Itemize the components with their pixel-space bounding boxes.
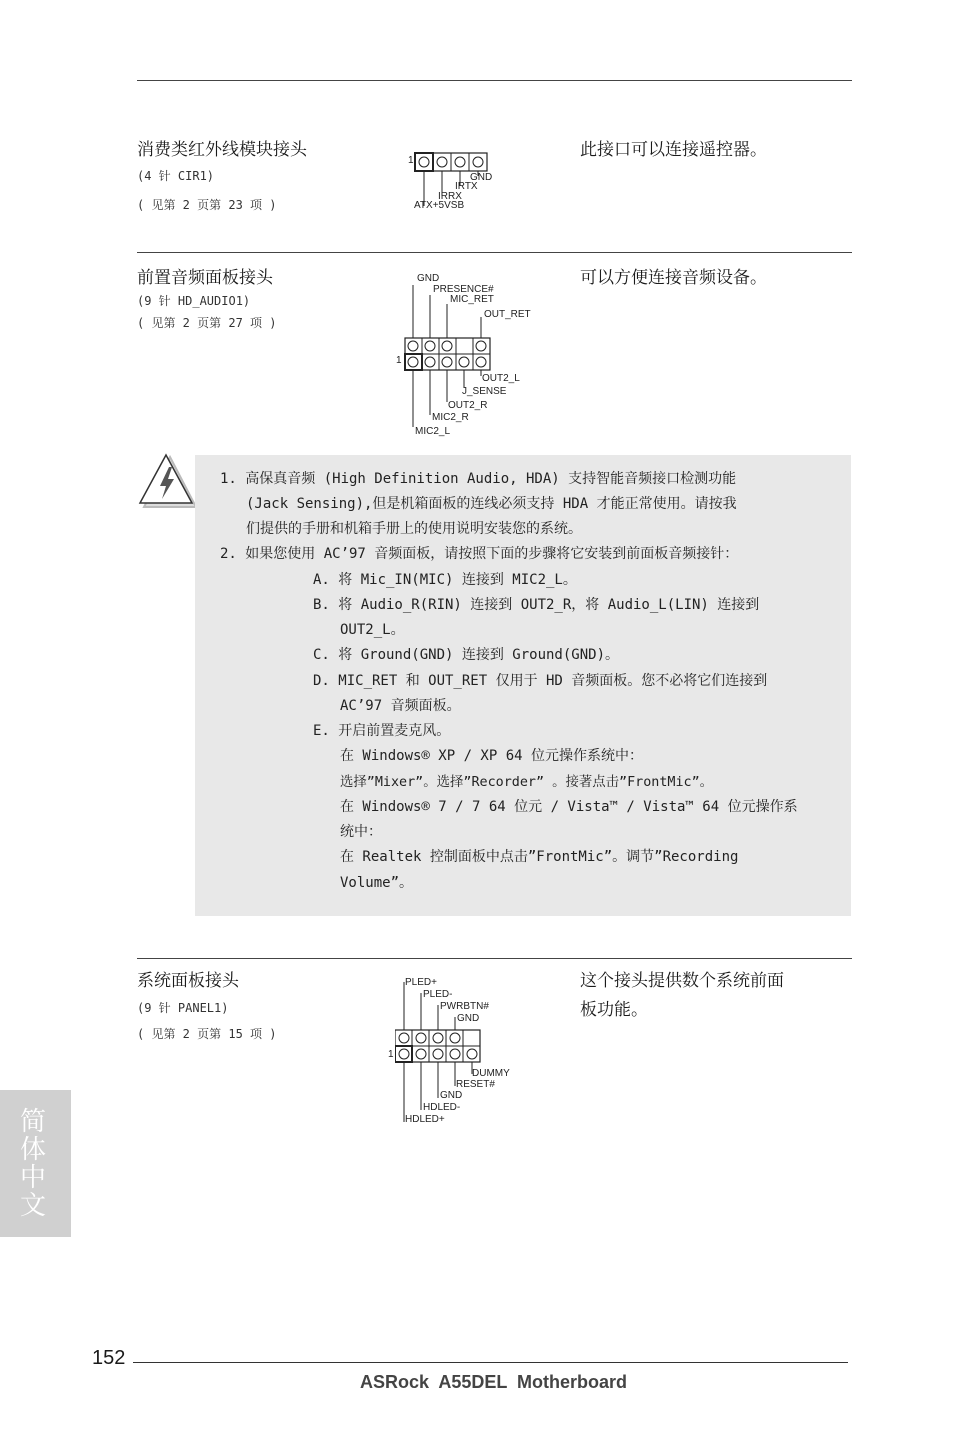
panel-header-ref: ( 见第 2 页第 15 项 ) (137, 1027, 277, 1041)
panel-gnd-top-label: GND (457, 1013, 480, 1024)
audio-header-pins: (9 针 HD_AUDIO1) (137, 294, 251, 308)
panel-header-desc-1: 这个接头提供数个系统前面 (580, 971, 784, 991)
warning-icon (138, 453, 198, 511)
panel-pledm-label: PLED- (423, 989, 453, 1000)
note-line: 2. 如果您使用 AC’97 音频面板，请按照下面的步骤将它安装到前面板音频接针： (220, 546, 739, 562)
audio-header-desc: 可以方便连接音频设备。 (580, 268, 767, 288)
note-line: 在 Windows® 7 / 7 64 位元 / Vista™ / Vista™ 64 位元操作系 (340, 799, 798, 815)
page-number: 152 (92, 1347, 126, 1369)
audio-header-ref: ( 见第 2 页第 27 项 ) (137, 316, 277, 330)
audio-pin1-label: 1 (396, 355, 402, 366)
note-line: 在 Windows® XP / XP 64 位元操作系统中： (340, 748, 644, 764)
cir-irtx-label: IRTX (455, 181, 478, 192)
language-tab-label: 简体中文 (20, 1107, 47, 1221)
panel-pledp-label: PLED+ (405, 977, 437, 988)
panel-pin1-label: 1 (388, 1049, 394, 1060)
panel-header-title: 系统面板接头 (137, 971, 239, 991)
audio-outret-label: OUT_RET (484, 309, 531, 320)
note-line: A. 将 Mic_IN(MIC) 连接到 MIC2_L。 (313, 572, 577, 588)
audio-out2l-label: OUT2_L (482, 373, 520, 384)
note-line: B. 将 Audio_R(RIN) 连接到 OUT2_R，将 Audio_L(LIN) 连接到 (313, 597, 760, 613)
audio-micret-label: MIC_RET (450, 294, 494, 305)
note-line: 选择”Mixer”。选择”Recorder” 。接著点击”FrontMic”。 (340, 775, 714, 790)
audio-mic2l-label: MIC2_L (415, 426, 451, 437)
panel-header-desc-2: 板功能。 (580, 1000, 648, 1020)
cir-header-pins: (4 针 CIR1) (137, 169, 215, 183)
audio-presence-label: PRESENCE# (433, 284, 494, 295)
cir-irrx-label: IRRX (438, 191, 462, 202)
cir-atx-label: ATX+5VSB (414, 200, 465, 211)
note-line: OUT2_L。 (340, 622, 405, 638)
section3-rule (137, 958, 852, 959)
footer-rule (133, 1362, 848, 1363)
note-line: 在 Realtek 控制面板中点击”FrontMic”。调节”Recording (340, 849, 739, 865)
panel-reset-label: RESET# (456, 1079, 495, 1090)
note-line: AC’97 音频面板。 (340, 698, 461, 714)
panel-pwrbtn-label: PWRBTN# (440, 1001, 489, 1012)
audio-gnd-label: GND (417, 273, 440, 284)
note-line: C. 将 Ground(GND) 连接到 Ground(GND)。 (313, 647, 620, 663)
panel-dummy-label: DUMMY (472, 1068, 510, 1079)
panel-gnd-bottom-label: GND (440, 1090, 463, 1101)
panel-hdledp-label: HDLED+ (405, 1114, 445, 1125)
cir-header-desc: 此接口可以连接遥控器。 (580, 140, 767, 160)
audio-jsense-label: J_SENSE (462, 386, 507, 397)
cir-header-title: 消费类红外线模块接头 (137, 140, 307, 160)
cir-header-ref: ( 见第 2 页第 23 项 ) (137, 198, 277, 212)
top-rule (137, 80, 852, 81)
note-line: D. MIC_RET 和 OUT_RET 仅用于 HD 音频面板。您不必将它们连接到 (313, 673, 768, 689)
note-line: E. 开启前置麦克风。 (313, 723, 451, 739)
note-line: Volume”。 (340, 875, 414, 891)
note-line: 1. 高保真音频 (High Definition Audio, HDA) 支持智能音频接口检测功能 (220, 471, 737, 487)
audio-header-title: 前置音频面板接头 (137, 268, 273, 288)
note-line: 们提供的手册和机箱手册上的使用说明安装您的系统。 (246, 521, 582, 537)
note-line: (Jack Sensing),但是机箱面板的连线必须支持 HDA 才能正常使用。请按我 (246, 496, 737, 512)
panel-hdledm-label: HDLED- (423, 1102, 461, 1113)
panel-header-pins: (9 针 PANEL1) (137, 1001, 229, 1015)
footer-title: ASRock A55DEL Motherboard (360, 1372, 628, 1392)
section1-rule (137, 252, 852, 253)
audio-out2r-label: OUT2_R (448, 400, 488, 411)
audio-mic2r-label: MIC2_R (432, 412, 469, 423)
note-line: 统中： (340, 824, 382, 840)
cir-gnd-label: GND (470, 172, 493, 183)
cir-pin1-label: 1 (408, 155, 414, 166)
